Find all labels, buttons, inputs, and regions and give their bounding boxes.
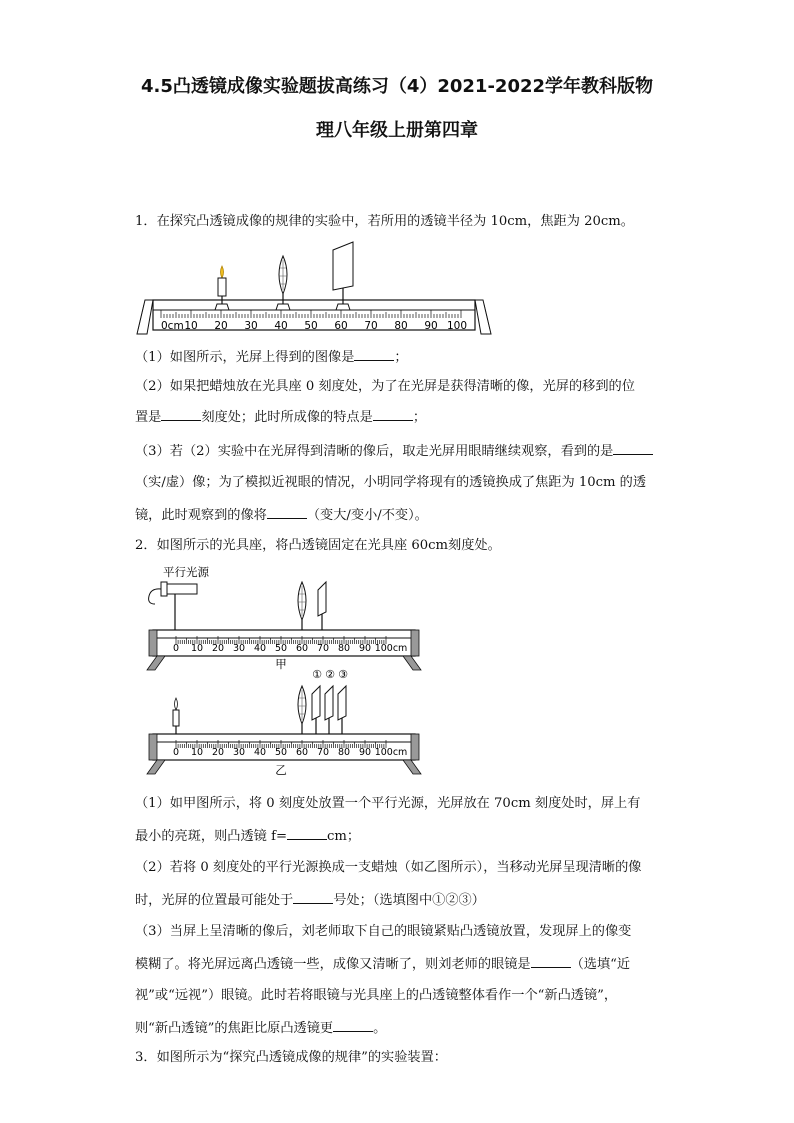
q2b-screen-position-marks — [312, 668, 348, 681]
candle-icon — [218, 266, 226, 304]
q2-part2-blank-position[interactable] — [293, 891, 333, 904]
svg-text:0: 0 — [172, 643, 180, 654]
svg-text:40: 40 — [253, 747, 267, 758]
ruler-label: 100 — [446, 320, 468, 332]
svg-text:①: ① — [312, 668, 322, 681]
q1-part3-blank-size[interactable] — [267, 506, 307, 519]
ruler-label: 20 — [214, 320, 228, 332]
q1-figure-optical-bench — [135, 238, 495, 338]
q1-part2-line1: （2）如果把蜡烛放在光具座 0 刻度处，为了在光屏是获得清晰的像，光屏的移到的位 — [135, 379, 635, 394]
svg-text:10: 10 — [190, 643, 204, 654]
q1-part2-blank-position[interactable] — [161, 408, 201, 421]
ruler-label: 50 — [304, 320, 318, 332]
q1-part3-line2: （实/虚）像；为了模拟近视眼的情况，小明同学将现有的透镜换成了焦距为 10cm 的透 — [135, 475, 647, 490]
svg-text:30: 30 — [232, 643, 246, 654]
ruler-label: 10 — [184, 320, 198, 332]
q2-figure-b-optical-bench — [135, 664, 435, 776]
parallel-light-source-label: 平行光源 — [163, 565, 209, 579]
ruler-label: 70 — [364, 320, 378, 332]
svg-text:30: 30 — [232, 747, 246, 758]
ruler-label: 40 — [274, 320, 288, 332]
svg-text:60: 60 — [295, 747, 309, 758]
figure-label-jia: 甲 — [275, 657, 287, 671]
light-screen-icon — [333, 242, 353, 304]
parallel-light-source-icon — [149, 582, 197, 630]
convex-lens-icon — [298, 686, 306, 734]
q2-part3-blank-focal-compare[interactable] — [333, 1019, 373, 1032]
ruler-label: 60 — [334, 320, 348, 332]
q2-part3-blank-glasses-type[interactable] — [531, 955, 571, 968]
ruler-label: 30 — [244, 320, 258, 332]
svg-text:100cm: 100cm — [374, 643, 408, 654]
figure-label-yi: 乙 — [275, 763, 287, 776]
svg-text:40: 40 — [253, 643, 267, 654]
svg-text:50: 50 — [274, 643, 288, 654]
document-title-line1: 4.5凸透镜成像实验题拔高练习（4）2021-2022学年教科版物 — [140, 76, 654, 97]
svg-text:0: 0 — [172, 747, 180, 758]
q2a-ruler-labels — [173, 643, 407, 654]
svg-text:90: 90 — [358, 643, 372, 654]
svg-text:70: 70 — [316, 643, 330, 654]
q1-part2-blank-feature[interactable] — [373, 408, 413, 421]
svg-text:20: 20 — [211, 747, 225, 758]
q2-stem: 2．如图所示的光具座，将凸透镜固定在光具座 60cm刻度处。 — [135, 538, 501, 553]
q2-figure-a-optical-bench — [135, 562, 435, 672]
light-screen-icon — [312, 686, 346, 734]
q2-part3-line3: 视”或“远视”）眼镜。此时若将眼镜与光具座上的凸透镜整体看作一个“新凸透镜”， — [135, 988, 618, 1003]
svg-text:60: 60 — [295, 643, 309, 654]
q2-part1-line1: （1）如甲图所示，将 0 刻度处放置一个平行光源，光屏放在 70cm 刻度处时，屏上有 — [135, 796, 641, 811]
q1-part1-blank[interactable] — [354, 348, 394, 361]
q2-part1-blank-focal-length[interactable] — [287, 827, 327, 840]
q2-part3-line1: （3）当屏上呈清晰的像后，刘老师取下自己的眼镜紧贴凸透镜放置，发现屏上的像变 — [135, 924, 632, 939]
svg-text:50: 50 — [274, 747, 288, 758]
q1-stem: 1．在探究凸透镜成像的规律的实验中，若所用的透镜半径为 10cm，焦距为 20cm。 — [135, 214, 634, 229]
svg-text:③: ③ — [338, 668, 348, 681]
ruler-label: 0cm — [161, 320, 184, 332]
convex-lens-icon — [279, 256, 287, 304]
svg-text:100cm: 100cm — [374, 747, 408, 758]
light-screen-icon — [318, 582, 326, 630]
ruler-label: 90 — [424, 320, 438, 332]
convex-lens-icon — [298, 582, 306, 630]
q2-part2-line1: （2）若将 0 刻度处的平行光源换成一支蜡烛（如乙图所示），当移动光屏呈现清晰的像 — [135, 860, 642, 875]
q3-stem: 3．如图所示为“探究凸透镜成像的规律”的实验装置： — [135, 1050, 447, 1065]
svg-text:70: 70 — [316, 747, 330, 758]
candle-icon — [173, 698, 179, 734]
q1-part1-text: （1）如图所示，光屏上得到的图像是 — [135, 350, 355, 365]
ruler-label: 80 — [394, 320, 408, 332]
svg-text:80: 80 — [337, 747, 351, 758]
svg-text:10: 10 — [190, 747, 204, 758]
q1-part3-blank-image-type[interactable] — [613, 442, 653, 455]
svg-text:80: 80 — [337, 643, 351, 654]
svg-text:②: ② — [325, 668, 335, 681]
q2b-ruler-labels — [173, 747, 407, 758]
document-title-line2: 理八年级上册第四章 — [316, 120, 478, 141]
q1-part3-line1: （3）若（2）实验中在光屏得到清晰的像后，取走光屏用眼睛继续观察，看到的是 — [135, 444, 614, 459]
svg-text:90: 90 — [358, 747, 372, 758]
svg-text:20: 20 — [211, 643, 225, 654]
